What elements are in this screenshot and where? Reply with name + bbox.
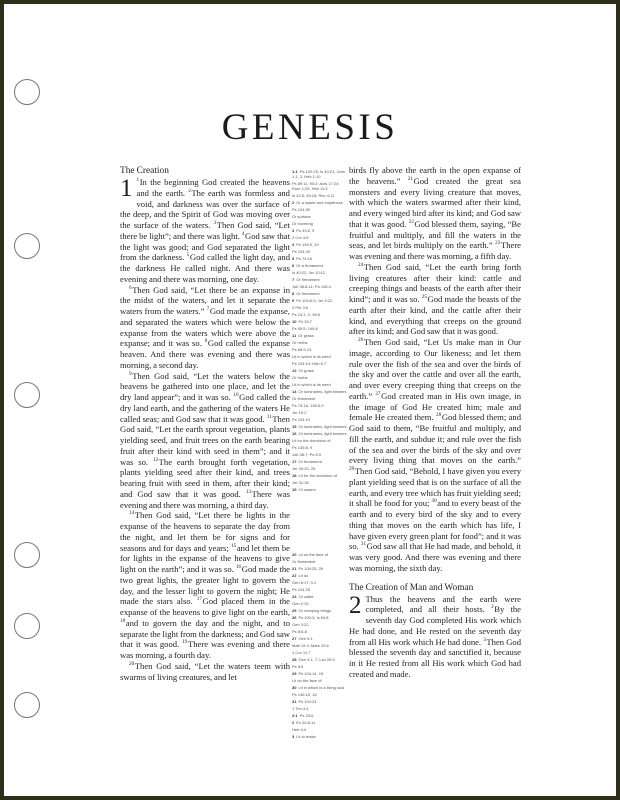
note-verse-label: 9 [292,298,295,303]
cross-reference-note [292,438,347,443]
note-text: Ps 100:3; Is 64:8 [298,615,329,620]
note-text: Ps 104:19 [292,417,311,422]
verse-text: Then God said, “Let Us make man in Our image, according to Our likeness; and let them rule over the fish of the sea and over the birds of the sky and over the cattle and over all the earth, and over every creeping thing that creeps on the earth.” [349,337,521,401]
verse-number: 13 [245,488,252,495]
verse-text: The earth brought forth vegetation, plants yielding seed after their kind, and trees bearing fruit with seed in them, after their kind; and God saw that it was good. [120,456,290,499]
note-text: Ps 102:25; Is 40:21; John 1:1, 2; Heb 1:10 [292,169,346,179]
verse-number: 18 [120,617,126,624]
note-verse-label: 3 [292,734,295,739]
verse-text: God placed them in the expanse of the heavens to give light on the earth, [120,596,290,617]
note-text: Or firmament [292,396,316,401]
note-text: Or cattle [298,594,314,599]
cross-reference-note [292,487,347,492]
note-text: 2 Cor 4:6 [292,235,309,240]
binder-hole [14,79,40,105]
cross-reference-note [292,685,347,690]
cross-reference-note [292,326,347,331]
note-verse-label: 12 [292,368,297,373]
note-text: Gen 5:1 [298,636,313,641]
note-text: Or hovering [292,221,313,226]
binder-hole [14,692,40,718]
note-text: 2 Pet 3:5 [292,305,309,310]
verse-number: 2 [188,187,191,194]
verse-number: 3 [483,636,486,643]
note-text: Ps 145:15, 16 [292,692,317,697]
verse-text: God blessed them; and God said to them, “Be fruitful and multiply, and fill the earth, and subdue it; and rule over the fish of the sea and over the birds of the sky and over every living thing that moves on the earth.” [349,412,522,466]
note-text: Ps 104:25 [292,587,311,592]
verse-text: By the seventh day God completed His work which He had done, and He rested on the seventh day from all His work which He had done. [349,604,521,647]
note-text: Or surface [292,214,311,219]
verse-number: 2 [491,604,494,611]
cross-reference-note [292,699,347,704]
cross-reference-note [292,340,347,345]
verse-text: Then God said, “Let there be an expanse in the midst of the waters, and let it separate the waters from the waters.” [120,284,290,316]
verse-number: 21 [407,175,413,182]
verse-number: 28 [436,412,442,419]
verse-text: In the beginning God created the heavens and the earth. [136,177,290,198]
note-text: Or luminaries, light bearers [298,424,347,429]
cross-reference-note [292,650,347,655]
cross-reference-note [292,277,347,282]
note-text: Ps 33:6 [299,713,314,718]
cross-reference-note [292,473,347,478]
verse-number: 8 [204,338,208,345]
note-verse-label: 18 [292,473,297,478]
verse-text: and to govern the day and the night, and to separate the light from the darkness; and God saw that it was good. [120,617,290,650]
note-gap [292,494,347,552]
paragraph [349,165,521,262]
note-text: Heb 4:4 [292,727,307,732]
verse-number: 15 [231,542,237,549]
cross-reference-note [292,333,347,338]
cross-reference-note [292,410,347,415]
cross-reference-note [292,389,347,394]
verse-text: Thus the heavens and the earth were completed, and all their hosts. [365,593,521,615]
note-text: Or firmament [298,459,322,464]
note-text: 1 Tim 4:4 [292,706,309,711]
verse-number: 3 [213,220,217,227]
cross-reference-note [292,480,347,485]
cross-reference-note [292,319,347,324]
note-verse-label: 29 [292,671,297,676]
binder-hole [14,542,40,568]
note-verse-label: 1:1 [292,169,298,174]
cross-reference-note [292,263,347,268]
verse-text: The earth was formless and void, and darkness was over the surface of the deep, and the Spirit of God was moving over the surface of the waters. [120,187,290,230]
note-verse-label: 7 [292,277,295,282]
cross-reference-note [292,249,347,254]
paragraph [120,177,290,285]
verse-text: Then God said, “Behold, I have given you every plant yielding seed that is on the surface of all the earth, and every tree which has fruit yielding seed; it shall be food for you; [349,466,521,509]
note-verse-label: 6 [292,263,295,268]
verse-number: 9 [129,370,132,377]
cross-reference-note [292,256,347,261]
verse-number: 7 [206,306,210,313]
note-verse-label: 11 [292,333,297,338]
note-text: Gen 2:19 [292,601,309,606]
note-text: Ps 95:5; 146:6 [292,326,318,331]
note-verse-label: 4 [292,242,295,247]
cross-reference-note [292,242,347,247]
cross-reference-note [292,375,347,380]
cross-reference-note [292,214,347,219]
note-text: Ps 8:6 [292,664,304,669]
note-text: Ex 20:8-11 [296,720,316,725]
note-text: Or firmament [296,291,320,296]
note-text: Ps 24:1, 2; 95:5 [292,312,321,317]
cross-reference-note [292,552,347,557]
verse-number: 16 [235,564,242,571]
note-text: Ps 104:25, 26 [298,566,324,571]
verse-number: 26 [358,337,364,344]
note-text: Lit for the dominion of [298,473,337,478]
note-text: Ps 33:7 [298,319,313,324]
verse-number: 23 [495,240,501,247]
paragraph [349,591,521,680]
cross-reference-note [292,193,347,198]
binder-hole [14,233,40,259]
note-text: Or a firmament [296,263,323,268]
section-heading: The Creation [120,166,169,176]
cross-reference-note [292,664,347,669]
verse-number: 31 [360,541,367,548]
cross-reference-note [292,207,347,212]
note-text: Ps 145:9, 10 [296,242,319,247]
note-verse-label: 19 [292,487,297,492]
note-text: Matt 19:4; Mark 10:6 [292,643,329,648]
cross-reference-note [292,347,347,352]
note-verse-label: 3 [292,228,295,233]
note-text: Lit in which is its seed [292,354,331,359]
cross-reference-note [292,601,347,606]
note-text: Gen 3:22 [292,622,309,627]
verse-text: and to every beast of the earth and to every bird of the sky and to every thing that moves on the earth which has life, I have given every green plant for food”; and it was so. [349,498,522,552]
verse-number: 6 [129,284,132,291]
verse-text: Then God said, “Let the waters below the heavens be gathered into one place, and let the dry land appear”; and it was so. [120,370,290,402]
verse-text: God called the light day, and the darkness He called night. And there was evening and there was morning, one day. [120,252,291,284]
note-verse-label: 17 [292,459,297,464]
note-text: Gen 8:17; 9:1 [292,580,317,585]
note-text: Or a waste and emptiness [296,200,343,205]
verse-text: God created the great sea monsters and every living creature that moves, with which the waters swarmed after their kind, and every winged bird after its kind; and God saw that it was good. [349,175,521,229]
note-text: Ps 74:16; 136:5-9 [292,403,324,408]
verse-number: 17 [196,596,202,603]
verse-text: God made the beasts of the earth after their kind, and the cattle after their kind, and everything that creeps on the ground after its kind; and God saw that it was good. [349,294,521,337]
verse-number: 24 [358,261,364,268]
note-text: Lit on the face of [292,678,322,683]
note-text: Ps 104:6-9; Jer 5:22 [296,298,333,303]
note-verse-label: 2:1 [292,713,298,718]
note-verse-label: 5 [292,256,295,261]
note-text: Or firmament [292,559,316,564]
cross-reference-note [292,354,347,359]
cross-reference-note [292,713,347,718]
cross-reference-note [292,368,347,373]
cross-reference-note [292,671,347,676]
paragraph [120,371,290,511]
bible-page [4,4,616,796]
verse-number: 29 [349,466,355,473]
verse-text: God called the expanse heaven. And there was evening and there was morning, a second day. [120,338,290,370]
verse-text: God made the expanse, and separated the waters which were below the expanse from the waters which were above the expanse; and it was so. [120,306,290,349]
verse-text: Then God said, “Let there be light”; and there was light. [120,220,290,241]
note-verse-label: 21 [292,566,297,571]
note-text: Ps 136:8, 9 [292,445,313,450]
cross-reference-note [292,629,347,634]
note-verse-label: 30 [292,685,297,690]
cross-reference-note [292,417,347,422]
cross-reference-note [292,396,347,401]
cross-reference-note [292,445,347,450]
verse-number: 30 [431,498,437,505]
note-verse-label: 25 [292,608,297,613]
note-text: Jer 33:20, 25 [292,466,316,471]
note-verse-label: 2 [292,720,295,725]
verse-text: Then God said, “Let there be lights in the expanse of the heavens to separate the day from the night, and let them be for signs and for seasons and for days and years; [120,510,290,553]
cross-reference-note [292,235,347,240]
paragraph [120,510,290,661]
note-text: Lit for the dominion of [292,438,331,443]
verse-number: 20 [129,660,135,667]
note-text: Ps 33:6, 9 [296,228,315,233]
cross-reference-note [292,361,347,366]
note-text: Lit in which is its seed [292,382,331,387]
note-text: 1 Cor 11:7 [292,650,311,655]
note-verse-label: 31 [292,699,297,704]
verse-number: 12 [152,456,159,463]
binder-hole [14,382,40,408]
verse-text: God created man in His own image, in the image of God He created him; male and female He created them. [349,390,521,423]
verse-number: 22 [408,218,414,225]
verse-text: and let them be for lights in the expanse of the heavens to give light on the earth”; and it was so. [120,542,290,574]
cross-reference-note [292,459,347,464]
verse-text: Then God said, “Let the waters teem with swarms of living creatures, and let [120,660,290,682]
note-text: Is 40:22; Jer 10:12 [292,270,326,275]
cross-reference-note [292,587,347,592]
note-verse-label: 26 [292,615,297,620]
note-text: Lit do [298,573,309,578]
verse-number: 19 [182,639,188,646]
book-title: GENESIS [221,107,399,148]
note-verse-label: 24 [292,594,297,599]
note-text: Job 38:7; Ps 8:3 [292,452,321,457]
verse-text: God made the two great lights, the greater light to govern the day, and the lesser light to govern the night; He made the stars also. [120,564,290,607]
note-text: Or herbs [292,375,308,380]
cross-reference-note [292,270,347,275]
note-text: Ps 65:9-13 [292,347,312,352]
cross-reference-note [292,424,347,429]
note-text: Ps 104:14, 15 [298,671,324,676]
verse-text: birds fly above the earth in the open expanse of the heavens.” [349,165,521,186]
note-text: Gen 9:1, 7; Lev 26:9 [298,657,335,662]
note-text: Ps 104:24 [298,699,317,704]
cross-reference-note [292,734,347,739]
verse-number: 1 [136,177,140,184]
verse-text: God saw all that He had made, and behold, it was very good. And there was evening and there was morning, the sixth day. [349,541,521,573]
cross-reference-note [292,580,347,585]
cross-reference-note [292,200,347,205]
note-text: Or herbs [292,340,308,345]
verse-number: 10 [233,392,239,399]
paragraph [120,285,290,371]
note-text: Job 38:8-11; Ps 148:4 [292,284,331,289]
cross-reference-column [292,169,347,741]
verse-number: 5 [186,252,190,259]
note-verse-label: 15 [292,424,297,429]
cross-reference-note [292,573,347,578]
note-verse-label: 14 [292,389,297,394]
paragraph [349,262,521,337]
cross-reference-note [292,643,347,648]
cross-reference-note [292,228,347,233]
cross-reference-note [292,706,347,711]
right-text-column [349,165,521,680]
verse-text: Then God said, “Let the earth sprout vegetation, plants yielding seed, and fruit trees on the earth bearing fruit after their kind with seed in them”; and it was so. [120,413,290,467]
cross-reference-note [292,181,347,191]
note-verse-label: 2 [292,200,295,205]
verse-number: 14 [129,510,135,517]
verse-text: Then God said, “Let the earth bring forth living creatures after their kind: cattle and creeping things and beasts of the earth after their kind”; and it was so. [349,261,521,304]
cross-reference-note [292,452,347,457]
cross-reference-note [292,466,347,471]
note-verse-label: 27 [292,636,297,641]
cross-reference-note [292,608,347,613]
cross-reference-note [292,305,347,310]
note-text: Ps 104:14; Heb 6:7 [292,361,327,366]
verse-text: There was evening and there was morning, a fifth day. [349,240,521,261]
cross-reference-note [292,657,347,662]
cross-reference-note [292,720,347,725]
note-text: Jer 31:35 [292,480,309,485]
cross-reference-note [292,382,347,387]
note-text: Or swarm [298,487,316,492]
verse-number: 25 [421,294,427,301]
verse-number: 27 [375,390,381,397]
note-verse-label: 8 [292,291,295,296]
verse-number: 4 [241,230,245,237]
left-text-column [120,165,290,682]
cross-reference-note [292,622,347,627]
paragraph [120,661,290,683]
note-text: Or luminaries, light bearers [298,431,347,436]
chapter-number: 2 [349,591,362,619]
paragraph [349,337,521,574]
cross-reference-note [292,298,347,303]
binder-hole [14,613,40,639]
cross-reference-note [292,559,347,564]
note-text: Ps 104:20 [292,249,311,254]
note-text: Ps 74:16 [296,256,313,261]
cross-reference-note [292,692,347,697]
note-verse-label: 16 [292,431,297,436]
note-text: Or firmament [296,277,320,282]
note-verse-label: 20 [292,552,297,557]
verse-text: There was evening and there was morning, a fourth day. [120,639,290,660]
note-text: Jer 10:2 [292,410,307,415]
note-text: Or grass [298,368,314,373]
cross-reference-note [292,431,347,436]
note-text: Or grass [298,333,314,338]
note-text: Lit in which is a living soul [298,685,345,690]
note-text: Or luminaries, light bearers [298,389,347,394]
note-text: Lit on the face of [298,552,329,557]
cross-reference-note [292,636,347,641]
section-heading: The Creation of Man and Woman [349,582,474,593]
cross-reference-note [292,403,347,408]
verse-text: God called the dry land earth, and the gathering of the waters He called seas; and God saw that it was good. [120,392,290,424]
note-text: Ps 104:30 [292,207,311,212]
note-verse-label: 28 [292,657,297,662]
verse-text: God saw that the light was good; and God separated the light from the darkness. [120,230,290,263]
cross-reference-note [292,727,347,732]
note-text: Ps 89:11; 90:2; Acts 17:24; Rom 1:20; Heb 11:3 [292,181,340,191]
cross-reference-note [292,291,347,296]
cross-reference-note [292,566,347,571]
chapter-number: 1 [120,175,133,202]
verse-number: 11 [266,413,272,420]
note-text: Is 42:5; 45:18; Rev 4:11 [292,193,335,198]
verse-text: There was evening and there was morning, a third day. [120,488,290,510]
note-text: Ps 8:6-8 [292,629,307,634]
verse-text: Then God blessed the seventh day and sanctified it, because in it He rested from all His work which God had created and made. [349,636,521,679]
note-verse-label: 22 [292,573,297,578]
note-verse-label: 10 [292,319,297,324]
note-text: Or creeping things [298,608,332,613]
cross-reference-note [292,594,347,599]
cross-reference-note [292,615,347,620]
section-gap [349,574,521,582]
cross-reference-note [292,678,347,683]
verse-text: God blessed them, saying, “Be fruitful and multiply, and fill the waters in the seas, and let birds multiply on the earth.” [349,218,521,251]
cross-reference-note [292,221,347,226]
cross-reference-note [292,284,347,289]
cross-reference-note [292,169,347,179]
note-text: Lit to make [296,734,316,739]
cross-reference-note [292,312,347,317]
